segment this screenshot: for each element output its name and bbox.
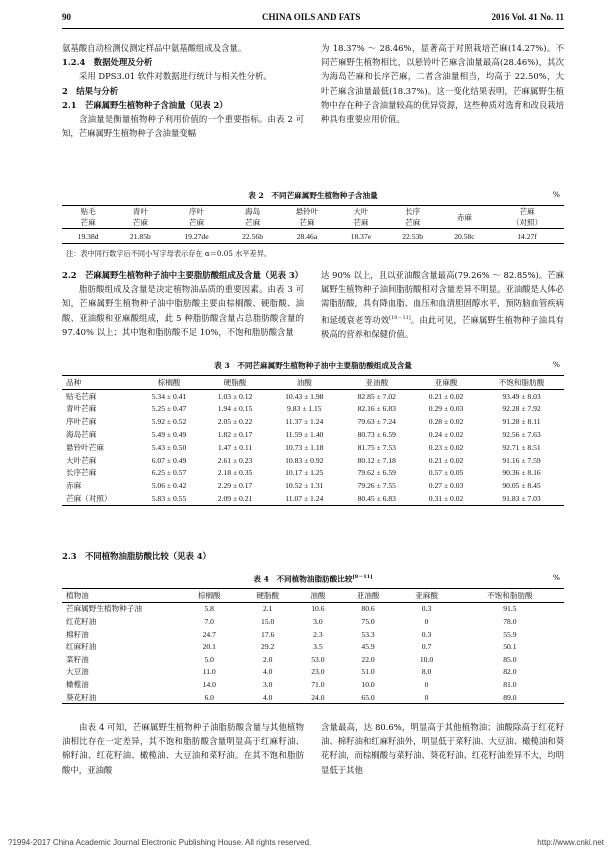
table3-cell: 10.17 ± 1.25 <box>285 468 324 478</box>
table4-cell: 22.0 <box>361 654 375 664</box>
table3-cell: 长序芒麻 <box>66 468 97 478</box>
table4-cell: 3.5 <box>313 642 323 652</box>
page-number: 90 <box>62 12 71 22</box>
table2-header: 海岛 芒麻 <box>244 207 261 227</box>
table4-cell: 81.0 <box>503 679 517 689</box>
copyright-footer <box>8 838 604 847</box>
table4-cell: 17.6 <box>261 629 275 639</box>
table4-cell: 20.1 <box>202 642 216 652</box>
table4-cell: 71.0 <box>311 679 325 689</box>
section-2-3 <box>62 549 304 563</box>
table4-cell: 5.0 <box>204 654 214 664</box>
table3-header: 硬脂酸 <box>223 377 247 387</box>
table3-cell: 80.45 ± 6.83 <box>357 494 396 504</box>
table3-cell: 5.83 ± 0.55 <box>151 494 187 504</box>
table3-cell: 10.83 ± 0.92 <box>285 455 324 465</box>
table2-header: 赤麻 <box>456 212 473 222</box>
table4-cell: 3.0 <box>313 616 323 626</box>
table2-header: 贴毛 芒麻 <box>80 207 96 227</box>
table3-cell: 9.83 ± 1.15 <box>287 404 322 414</box>
table4-header: 亚麻酸 <box>415 590 438 600</box>
table3-header: 不饱和脂肪酸 <box>498 377 545 387</box>
table3-cell: 0.28 ± 0.02 <box>428 417 464 427</box>
table4-cell: 89.0 <box>503 692 517 702</box>
table4-row <box>62 628 564 641</box>
table2-note: 注：表中同行数字后不同小写字母表示存在 α＝0.05 水平差异。 <box>66 249 272 258</box>
left-column-middle <box>62 268 304 339</box>
right-column-middle <box>321 268 564 341</box>
table3-cell: 5.49 ± 0.49 <box>151 430 187 440</box>
table2 <box>62 205 564 244</box>
table4-cell: 24.7 <box>202 629 216 639</box>
table3-row <box>62 403 564 416</box>
table2-cell: 22.56b <box>242 231 264 241</box>
paragraph-fatty-acids: 脂肪酸组成及含量是决定植物油品质的重要因素。由表 3 可知，芒麻属野生植物种子油中脂肪酸主要由棕榈酸、硬脂酸、油酸、亚油酸和亚麻酸组成，此 5 种脂肪酸含量占总脂肪酸含量的 97.40% 以上；其中饱和脂肪酸不足 10%，不饱和脂肪酸含量 <box>62 284 304 337</box>
table4-cell: 29.2 <box>261 642 275 652</box>
table3-cell: 青叶芒麻 <box>66 404 97 414</box>
table3-cell: 2.05 ± 0.22 <box>217 417 253 427</box>
table3-cell: 序叶芒麻 <box>66 417 97 427</box>
table4-title: 表 4 不同植物油脂肪酸比较 <box>253 574 353 584</box>
table4-cell: 55.9 <box>503 629 517 639</box>
table3-row <box>62 492 564 505</box>
table3-cell: 91.83 ± 7.03 <box>502 494 541 504</box>
table4-header: 硬脂酸 <box>256 590 280 600</box>
table2-cell: 20.58c <box>454 231 475 241</box>
table3-cell: 81.75 ± 7.53 <box>357 442 396 452</box>
table2-unit: % <box>552 190 560 199</box>
table3-caption <box>62 360 564 371</box>
table3-cell: 1.82 ± 0.17 <box>217 430 253 440</box>
table4-row <box>62 602 564 615</box>
table4-cell: 80.6 <box>361 604 375 614</box>
header-rule <box>62 28 564 29</box>
volume-info: 2016 Vol. 41 No. 11 <box>491 12 564 22</box>
table3-cell: 0.21 ± 0.02 <box>428 455 464 465</box>
table4-cell: 53.3 <box>361 629 375 639</box>
table4-cell: 0.3 <box>421 629 432 639</box>
table3-cell: 10.52 ± 1.31 <box>285 481 324 491</box>
table3-cell: 1.03 ± 0.12 <box>217 391 253 401</box>
table4-cell: 23.0 <box>311 667 325 677</box>
table3-row <box>62 454 564 467</box>
table2-cell: 14.27f <box>517 231 537 241</box>
table3-cell: 79.63 ± 7.24 <box>357 417 396 427</box>
table2-title: 表 2 不同芒麻属野生植物种子含油量 <box>248 191 378 200</box>
table3-cell: 5.43 ± 0.50 <box>151 442 187 452</box>
table4-header: 油酸 <box>310 590 326 600</box>
table4-row <box>62 653 564 666</box>
table3-cell: 5.92 ± 0.52 <box>151 417 187 427</box>
table4-cell: 51.0 <box>361 667 375 677</box>
section-heading-2-2: 2.2 芒麻属野生植物种子油中主要脂肪酸组成及含量（见表 3） <box>62 270 304 280</box>
table4-cell: 53.0 <box>311 654 325 664</box>
table2-header: 长序 芒麻 <box>405 207 421 227</box>
table4-cell: 2.3 <box>313 629 323 639</box>
table4-cell: 10.0 <box>419 654 434 664</box>
paragraph-comparison: 由表 4 可知，芒麻属野生植物种子油脂肪酸含量与其他植物油相比存在一定差异，其不饱和脂肪酸含量明显高于红麻籽油、棉籽油、红花籽油、橄榄油、大豆油和菜籽油。在其不饱和脂肪酸中，亚油酸 <box>62 722 304 775</box>
paragraph-continuation: 氨基酸自动检测仪测定样品中氨基酸组成及含量。 <box>62 43 247 53</box>
table2-cell: 28.46a <box>296 231 318 241</box>
table4-cell: 4.0 <box>262 667 273 677</box>
table2-cell: 19.38d <box>77 231 99 241</box>
table3-row <box>62 389 564 402</box>
table4-header: 亚油酸 <box>356 590 380 600</box>
table4-cell: 菜籽油 <box>66 654 89 664</box>
table3-cell: 11.59 ± 1.40 <box>285 430 324 440</box>
running-header <box>62 12 564 28</box>
table3-cell: 0.31 ± 0.02 <box>428 494 464 504</box>
table3-cell: 82.85 ± 7.02 <box>357 391 396 401</box>
table3-cell: 2.09 ± 0.21 <box>217 494 253 504</box>
table3-cell: 赤麻 <box>66 481 82 491</box>
table4-cell: 8.0 <box>421 667 432 677</box>
table3-cell: 5.06 ± 0.42 <box>151 481 187 491</box>
table2-header: 芒麻 （对照） <box>511 207 543 227</box>
table2-cell: 18.37e <box>350 231 372 241</box>
table3-cell: 0.24 ± 0.02 <box>428 430 464 440</box>
table3-row <box>62 441 564 454</box>
table4-cell: 0 <box>424 616 429 626</box>
table2-cell: 21.85b <box>129 231 151 241</box>
footer-url[interactable]: http://www.cnki.net <box>537 838 604 847</box>
table3-title: 表 3 不同芒麻属野生植物种子油中主要脂肪酸组成及含量 <box>214 361 412 370</box>
table4-cell: 10.6 <box>311 604 325 614</box>
table4-cell: 91.5 <box>503 604 517 614</box>
table4-cell: 15.0 <box>261 616 275 626</box>
section-heading-2-1: 2.1 芒麻属野生植物种子含油量（见表 2） <box>62 99 228 110</box>
table4-header: 棕榈酸 <box>197 590 221 600</box>
table4-header: 不饱和脂肪酸 <box>487 590 533 600</box>
table2-header: 序叶 芒麻 <box>188 207 205 227</box>
table3 <box>62 375 564 506</box>
table3-cell: 芒麻（对照） <box>66 494 112 504</box>
table3-cell: 79.26 ± 7.55 <box>357 481 396 491</box>
table4 <box>62 588 564 704</box>
table2-header: 大叶 芒麻 <box>353 207 369 227</box>
table4-cell: 85.0 <box>503 654 517 664</box>
table4-unit: % <box>552 573 560 582</box>
table3-cell: 10.73 ± 1.18 <box>285 442 324 452</box>
table4-cell: 大豆油 <box>66 667 89 677</box>
table2-header: 悬铃叶 芒麻 <box>295 207 319 227</box>
table3-cell: 大叶芒麻 <box>66 455 97 465</box>
table3-cell: 5.25 ± 0.47 <box>151 404 187 414</box>
table4-cell: 2.1 <box>262 604 273 614</box>
table4-cell: 0 <box>424 679 429 689</box>
table3-cell: 2.29 ± 0.17 <box>217 481 253 491</box>
right-column-top <box>321 41 564 126</box>
table3-cell: 90.05 ± 8.45 <box>502 481 541 491</box>
table4-cell: 4.0 <box>262 692 273 702</box>
table3-cell: 2.61 ± 0.23 <box>217 455 253 465</box>
right-column-bottom <box>321 720 564 777</box>
citation: [8－11] <box>352 574 373 580</box>
table3-cell: 90.36 ± 8.16 <box>502 468 541 478</box>
table4-cell: 0.3 <box>421 604 432 614</box>
table4-cell: 24.0 <box>311 692 325 702</box>
table3-cell: 92.56 ± 7.63 <box>502 430 541 440</box>
paragraph-oil-content-cont: 为 18.37% ～ 28.46%，显著高于对照栽培芒麻(14.27%)。不同芒麻野生植物相比，以悬铃叶芒麻含油量最高(28.46%)，其次为海岛芒麻和长序芒麻，二者含油量相当，均高于 22.50%，大叶芒麻含油量最低(18.37%)。这一变化结果表明，芒麻属野生植物中存在种子含油量较高的优异资源，这些种质对选育和改良栽培种具有重要应用价值。 <box>321 43 564 125</box>
table3-cell: 0.23 ± 0.02 <box>428 442 464 452</box>
table3-cell: 6.07 ± 0.49 <box>151 455 187 465</box>
table3-header: 亚麻酸 <box>434 377 458 387</box>
table3-cell: 80.73 ± 6.59 <box>357 430 396 440</box>
table4-cell: 78.0 <box>503 616 517 626</box>
left-column-top <box>62 41 304 140</box>
table3-cell: 0.21 ± 0.02 <box>428 391 464 401</box>
table3-header: 亚油酸 <box>365 377 389 387</box>
table3-row <box>62 479 564 492</box>
table2-cell: 22.53b <box>402 231 424 241</box>
table3-unit: % <box>552 360 560 369</box>
table4-cell: 棉籽油 <box>66 629 89 639</box>
table4-cell: 芒麻属野生植物种子油 <box>66 604 142 614</box>
table4-row <box>62 691 564 704</box>
table3-cell: 82.16 ± 6.83 <box>357 404 396 414</box>
table3-row <box>62 428 564 441</box>
table3-cell: 海岛芒麻 <box>66 430 97 440</box>
table4-row <box>62 615 564 628</box>
table3-row <box>62 467 564 480</box>
table4-cell: 0.7 <box>421 642 432 652</box>
table4-cell: 橄榄油 <box>66 679 89 689</box>
table3-cell: 80.12 ± 7.18 <box>357 455 396 465</box>
table4-cell: 6.0 <box>204 692 214 702</box>
paragraph-data-processing: 采用 DPS3.01 软件对数据进行统计与相关性分析。 <box>79 71 272 82</box>
table4-cell: 7.0 <box>204 616 214 626</box>
table4-row <box>62 640 564 653</box>
table3-cell: 11.37 ± 1.24 <box>285 417 324 427</box>
table3-cell: 79.62 ± 6.59 <box>357 468 396 478</box>
table4-cell: 10.0 <box>361 679 375 689</box>
section-heading-2-3: 2.3 不同植物油脂肪酸比较（见表 4） <box>62 551 211 561</box>
table3-cell: 6.25 ± 0.57 <box>151 468 187 478</box>
paragraph-fatty-acids-cont: 达 90% 以上，且以亚油酸含量最高(79.26% ～ 82.85%)。芒麻属野生植物种子油间脂肪酸相对含量差异不明显。亚油酸是人体必需脂肪酸，具有降血脂、血压和血清胆固醇水平，预防脑血管疾病和延缓衰老等功效[10－11]。由此可见，芒麻属野生植物种子油具有极高的营养和保健价值。 <box>321 270 565 339</box>
table3-cell: 1.94 ± 0.15 <box>217 404 253 414</box>
table3-cell: 93.49 ± 8.03 <box>502 391 541 401</box>
table3-cell: 0.27 ± 0.03 <box>428 481 464 491</box>
table3-cell: 悬铃叶芒麻 <box>66 442 104 452</box>
table4-cell: 82.0 <box>503 667 517 677</box>
paragraph-oil-content: 含油量是衡量植物种子利用价值的一个重要指标。由表 2 可知，芒麻属野生植物种子含油量变幅 <box>62 114 304 139</box>
table4-row <box>62 666 564 679</box>
section-heading-2: 2 结果与分析 <box>62 85 119 96</box>
table3-cell: 91.28 ± 8.11 <box>502 417 541 427</box>
table4-cell: 红麻籽油 <box>66 642 97 652</box>
table3-cell: 92.71 ± 8.51 <box>502 442 541 452</box>
table4-cell: 50.1 <box>503 642 517 652</box>
table2-row <box>62 229 564 244</box>
table3-cell: 10.43 ± 1.98 <box>285 391 324 401</box>
table2-cell: 19.27de <box>184 231 209 241</box>
left-column-bottom <box>62 720 304 777</box>
table3-header: 棕榈酸 <box>157 377 181 387</box>
table3-cell: 0.29 ± 0.03 <box>428 404 464 414</box>
citation: [10－11] <box>389 314 411 321</box>
table4-cell: 2.0 <box>262 654 273 664</box>
table3-header: 品种 <box>66 377 82 387</box>
table3-cell: 1.47 ± 0.11 <box>217 442 253 452</box>
table4-row <box>62 678 564 691</box>
table3-cell: 0.57 ± 0.05 <box>428 468 464 478</box>
table4-cell: 红花籽油 <box>66 616 97 626</box>
table2-header: 青叶 芒麻 <box>132 207 148 227</box>
table3-cell: 2.18 ± 0.35 <box>217 468 253 478</box>
table4-cell: 5.8 <box>204 604 214 614</box>
copyright-text: ?1994-2017 China Academic Journal Electronic Publishing House. All rights reserved. <box>8 838 312 847</box>
table4-cell: 0 <box>424 692 429 702</box>
table4-header: 植物油 <box>66 590 89 600</box>
section-heading-1-2-4: 1.2.4 数据处理及分析 <box>62 57 153 68</box>
table4-cell: 14.0 <box>202 679 216 689</box>
table3-row <box>62 415 564 428</box>
table3-header: 油酸 <box>296 377 312 387</box>
table4-cell: 75.0 <box>361 616 375 626</box>
paragraph-comparison-cont: 含量最高，达 80.6%，明显高于其他植物油；油酸除高于红花籽油、棉籽油和红麻籽油外，明显低于菜籽油、大豆油、橄榄油和葵花籽油，而棕榈酸与菜籽油、葵花籽油、红花籽油差异不大，均明显低于其他 <box>321 722 564 775</box>
journal-name: CHINA OILS AND FATS <box>262 12 361 22</box>
table4-cell: 65.0 <box>361 692 375 702</box>
table4-cell: 3.0 <box>262 679 273 689</box>
table3-cell: 92.28 ± 7.92 <box>502 404 541 414</box>
table4-caption <box>62 573 564 585</box>
table3-cell: 11.07 ± 1.24 <box>285 494 324 504</box>
table4-cell: 11.0 <box>202 667 216 677</box>
table2-caption <box>62 190 564 201</box>
table4-cell: 葵花籽油 <box>66 692 97 702</box>
table3-cell: 5.34 ± 0.41 <box>151 391 187 401</box>
table4-cell: 45.9 <box>361 642 375 652</box>
table3-cell: 贴毛芒麻 <box>66 391 97 401</box>
table3-cell: 91.16 ± 7.59 <box>502 455 541 465</box>
